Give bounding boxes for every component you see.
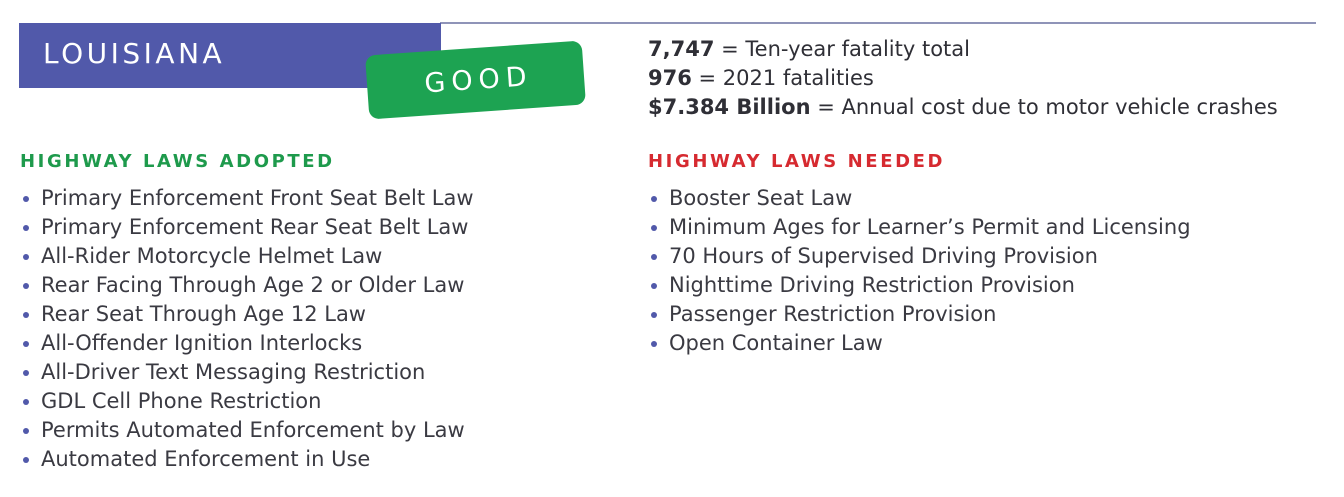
header-rule bbox=[440, 22, 1316, 24]
rating-badge bbox=[365, 41, 586, 120]
stat-label: = Ten-year fatality total bbox=[714, 37, 970, 61]
law-label: Booster Seat Law bbox=[669, 186, 853, 210]
stat-value: 7,747 bbox=[648, 37, 715, 61]
bullet-icon bbox=[651, 196, 657, 202]
bullet-icon bbox=[23, 457, 29, 463]
list-item bbox=[648, 213, 1191, 242]
list-item bbox=[20, 184, 474, 213]
law-label: Primary Enforcement Front Seat Belt Law bbox=[41, 186, 474, 210]
stat-value: $7.384 Billion bbox=[648, 95, 811, 119]
list-item bbox=[648, 329, 1191, 358]
bullet-icon bbox=[651, 341, 657, 347]
bullet-icon bbox=[23, 196, 29, 202]
bullet-icon bbox=[23, 370, 29, 376]
bullet-icon bbox=[23, 283, 29, 289]
law-label: Passenger Restriction Provision bbox=[669, 302, 997, 326]
law-label: Rear Facing Through Age 2 or Older Law bbox=[41, 273, 465, 297]
list-item bbox=[648, 300, 1191, 329]
list-item bbox=[20, 213, 474, 242]
laws-needed-section bbox=[648, 151, 1191, 358]
law-label: All-Driver Text Messaging Restriction bbox=[41, 360, 426, 384]
stat-label: = 2021 fatalities bbox=[691, 66, 874, 90]
laws-needed-list bbox=[648, 184, 1191, 358]
list-item bbox=[648, 271, 1191, 300]
bullet-icon bbox=[651, 283, 657, 289]
fatality-stats bbox=[648, 35, 1278, 122]
law-label: Primary Enforcement Rear Seat Belt Law bbox=[41, 215, 469, 239]
law-label: Minimum Ages for Learner’s Permit and Licensing bbox=[669, 215, 1191, 239]
bullet-icon bbox=[651, 225, 657, 231]
law-label: Open Container Law bbox=[669, 331, 883, 355]
bullet-icon bbox=[23, 254, 29, 260]
rating-label: GOOD bbox=[423, 60, 534, 100]
law-label: GDL Cell Phone Restriction bbox=[41, 389, 322, 413]
bullet-icon bbox=[23, 341, 29, 347]
list-item bbox=[20, 300, 474, 329]
law-label: Automated Enforcement in Use bbox=[41, 447, 371, 471]
laws-adopted-section bbox=[20, 151, 474, 474]
list-item bbox=[648, 184, 1191, 213]
bullet-icon bbox=[23, 428, 29, 434]
bullet-icon bbox=[23, 399, 29, 405]
law-label: Nighttime Driving Restriction Provision bbox=[669, 273, 1075, 297]
list-item bbox=[20, 445, 474, 474]
laws-adopted-heading: HIGHWAY LAWS ADOPTED bbox=[20, 151, 335, 172]
law-label: All-Rider Motorcycle Helmet Law bbox=[41, 244, 383, 268]
list-item bbox=[648, 242, 1191, 271]
laws-needed-heading: HIGHWAY LAWS NEEDED bbox=[648, 151, 946, 172]
bullet-icon bbox=[23, 312, 29, 318]
list-item bbox=[20, 329, 474, 358]
law-label: Permits Automated Enforcement by Law bbox=[41, 418, 465, 442]
bullet-icon bbox=[651, 312, 657, 318]
list-item bbox=[20, 271, 474, 300]
law-label: Rear Seat Through Age 12 Law bbox=[41, 302, 366, 326]
list-item bbox=[20, 387, 474, 416]
list-item bbox=[20, 242, 474, 271]
stat-2021-fatalities bbox=[648, 64, 1278, 93]
law-label: All-Offender Ignition Interlocks bbox=[41, 331, 363, 355]
stat-label: = Annual cost due to motor vehicle crashes bbox=[810, 95, 1278, 119]
list-item bbox=[20, 416, 474, 445]
list-item bbox=[20, 358, 474, 387]
laws-adopted-list bbox=[20, 184, 474, 474]
stat-value: 976 bbox=[648, 66, 692, 90]
law-label: 70 Hours of Supervised Driving Provision bbox=[669, 244, 1098, 268]
state-name: LOUISIANA bbox=[43, 37, 226, 70]
bullet-icon bbox=[651, 254, 657, 260]
stat-ten-year-total bbox=[648, 35, 1278, 64]
bullet-icon bbox=[23, 225, 29, 231]
stat-annual-cost bbox=[648, 93, 1278, 122]
